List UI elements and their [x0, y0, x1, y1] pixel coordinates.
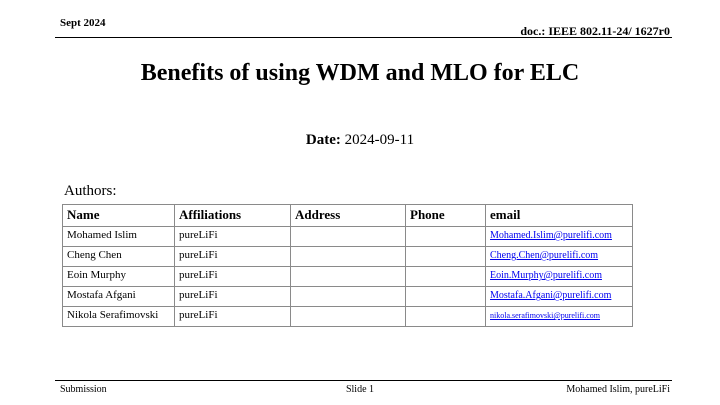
author-email-cell [486, 247, 633, 267]
date-line [0, 132, 720, 149]
header-address: Address [291, 205, 406, 227]
header-name: Name [63, 205, 175, 227]
author-affiliation: pureLiFi [175, 227, 291, 247]
author-name: Nikola Serafimovski [63, 307, 175, 327]
table-row [63, 247, 633, 267]
authors-table [62, 204, 633, 327]
table-row [63, 287, 633, 307]
author-phone [406, 247, 486, 267]
author-address [291, 287, 406, 307]
author-email-link[interactable]: Mohamed.Islim@purelifi.com [490, 230, 612, 241]
author-address [291, 307, 406, 327]
author-email-cell [486, 227, 633, 247]
author-address [291, 247, 406, 267]
footer-slide-number: Slide 1 [345, 384, 375, 395]
author-name: Mohamed Islim [63, 227, 175, 247]
table-row [63, 227, 633, 247]
header-email: email [486, 205, 633, 227]
footer-divider [55, 380, 672, 381]
author-phone [406, 307, 486, 327]
header-phone: Phone [406, 205, 486, 227]
author-name: Eoin Murphy [63, 267, 175, 287]
slide-title: Benefits of using WDM and MLO for ELC [140, 60, 580, 86]
author-email-link[interactable]: nikola.serafimovski@purelifi.com [490, 311, 601, 320]
author-name: Mostafa Afgani [63, 287, 175, 307]
author-address [291, 267, 406, 287]
author-phone [406, 227, 486, 247]
author-email-cell [486, 307, 633, 327]
date-value: 2024-09-11 [344, 132, 415, 148]
table-row [63, 307, 633, 327]
author-email-cell [486, 287, 633, 307]
footer-submission: Submission [60, 384, 107, 395]
footer-author: Mohamed Islim, pureLiFi [566, 384, 670, 395]
table-header-row [63, 205, 633, 227]
authors-label: Authors: [64, 183, 117, 199]
header-date: Sept 2024 [60, 17, 106, 29]
author-email-cell [486, 267, 633, 287]
author-phone [406, 287, 486, 307]
author-email-link[interactable]: Cheng.Chen@purelifi.com [490, 250, 599, 261]
author-name: Cheng Chen [63, 247, 175, 267]
author-affiliation: pureLiFi [175, 247, 291, 267]
author-address [291, 227, 406, 247]
author-affiliation: pureLiFi [175, 307, 291, 327]
header-affiliations: Affiliations [175, 205, 291, 227]
author-affiliation: pureLiFi [175, 287, 291, 307]
author-email-link[interactable]: Mostafa.Afgani@purelifi.com [490, 290, 612, 301]
header-divider [55, 37, 672, 38]
author-email-link[interactable]: Eoin.Murphy@purelifi.com [490, 270, 602, 281]
date-label: Date: [305, 132, 341, 148]
table-row [63, 267, 633, 287]
author-phone [406, 267, 486, 287]
author-affiliation: pureLiFi [175, 267, 291, 287]
header-doc-id: doc.: IEEE 802.11-24/ 1627r0 [520, 24, 670, 38]
